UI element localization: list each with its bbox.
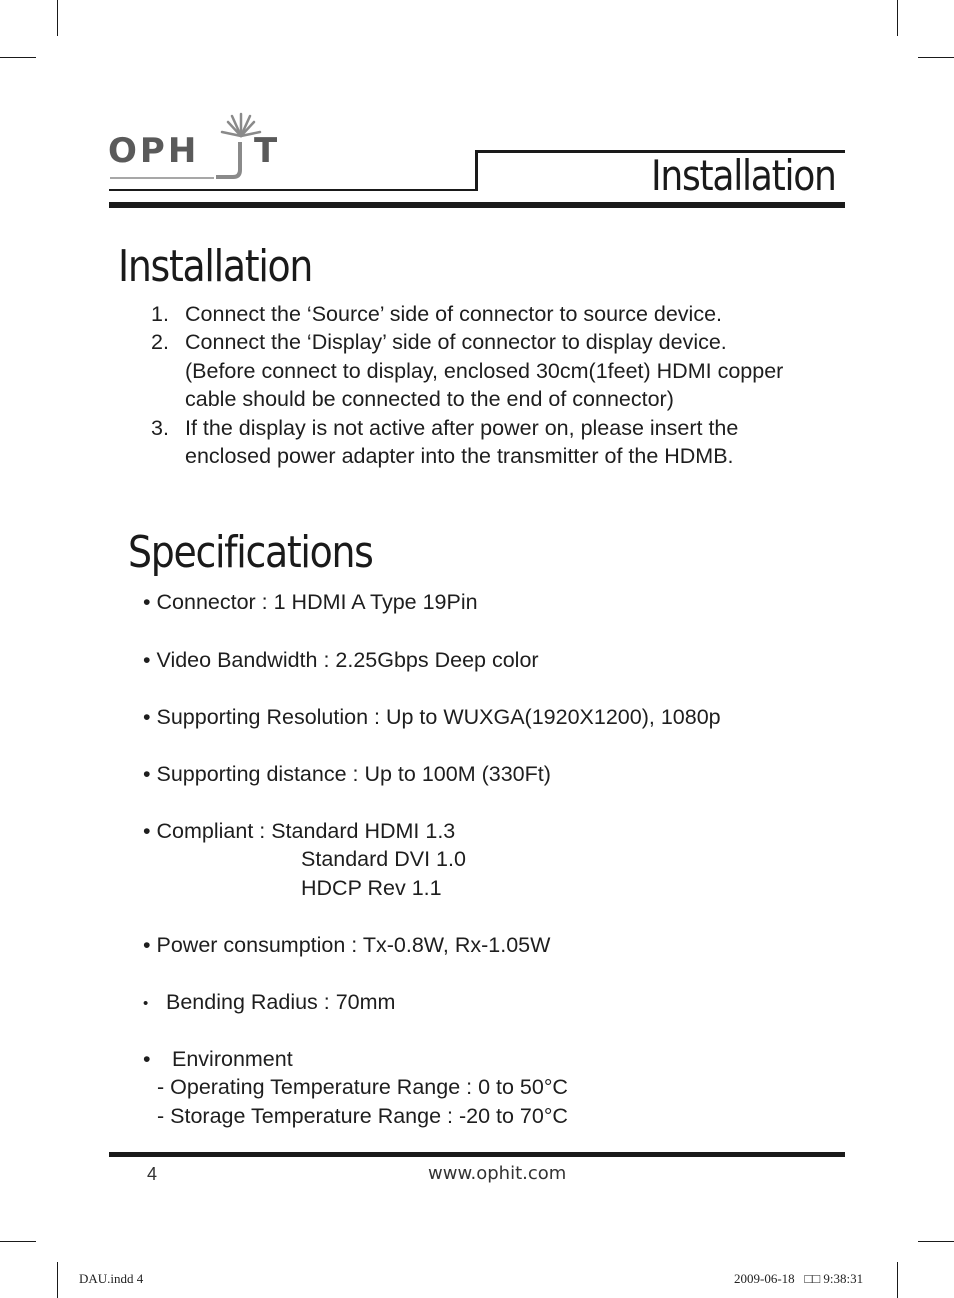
svg-text:T: T <box>254 131 278 171</box>
crop-mark-bottom-right-h <box>918 1241 954 1242</box>
spec-item: • Compliant : Standard HDMI 1.3 <box>143 819 456 843</box>
spec-item-continuation: HDCP Rev 1.1 <box>301 876 442 900</box>
installation-heading: Installation <box>118 241 313 292</box>
page-number: 4 <box>147 1164 158 1184</box>
spec-item: • Video Bandwidth : 2.25Gbps Deep color <box>143 648 539 672</box>
spec-item: • Supporting distance : Up to 100M (330Ft) <box>143 762 551 786</box>
header-rule-step-vertical <box>475 150 478 191</box>
spec-item: Bending Radius : 70mm <box>166 990 396 1014</box>
slug-filename: DAU.indd 4 <box>79 1271 144 1286</box>
footer-rule <box>109 1152 845 1157</box>
header-title: Installation <box>651 151 836 200</box>
spec-item: • Supporting Resolution : Up to WUXGA(1920X1200), 1080p <box>143 705 721 729</box>
spec-item: Environment <box>172 1047 293 1071</box>
ophit-logo-graphic <box>106 110 291 190</box>
spec-item-continuation: Standard DVI 1.0 <box>301 847 466 871</box>
crop-mark-bottom-left-h <box>0 1241 36 1242</box>
slug-timestamp: 2009-06-18 □□ 9:38:31 <box>734 1271 864 1286</box>
spec-item: • Power consumption : Tx-0.8W, Rx-1.05W <box>143 933 551 957</box>
footer-url[interactable]: www.ophit.com <box>428 1163 567 1184</box>
spec-sub-item: - Storage Temperature Range : -20 to 70°C <box>157 1104 568 1128</box>
step-text: cable should be connected to the end of connector) <box>185 387 674 411</box>
crop-mark-top-left-v <box>57 0 58 36</box>
step-number: 1. <box>151 302 169 326</box>
header-rule-thick <box>109 202 845 208</box>
ophit-logo <box>106 110 291 190</box>
spec-bullet: • <box>143 1047 151 1071</box>
step-number: 2. <box>151 330 169 354</box>
step-text: If the display is not active after power on, please insert the <box>185 416 739 440</box>
logo-wordmark: OPH <box>108 131 200 171</box>
spec-item: • Connector : 1 HDMI A Type 19Pin <box>143 590 478 614</box>
step-number: 3. <box>151 416 169 440</box>
crop-mark-top-right-h <box>918 57 954 58</box>
crop-mark-bottom-left-v <box>57 1262 58 1298</box>
header-rule-lower-left <box>109 189 476 191</box>
step-text: Connect the ‘Display’ side of connector to display device. <box>185 330 727 354</box>
step-text: Connect the ‘Source’ side of connector to source device. <box>185 302 723 326</box>
step-text: (Before connect to display, enclosed 30cm(1feet) HDMI copper <box>185 359 784 383</box>
crop-mark-top-left-h <box>0 57 36 58</box>
spec-sub-item: - Operating Temperature Range : 0 to 50°C <box>157 1075 568 1099</box>
crop-mark-top-right-v <box>897 0 898 36</box>
step-text: enclosed power adapter into the transmitter of the HDMB. <box>185 444 734 468</box>
specifications-heading: Specifications <box>128 527 373 578</box>
spec-bullet: • <box>143 995 149 1012</box>
crop-mark-bottom-right-v <box>897 1262 898 1298</box>
